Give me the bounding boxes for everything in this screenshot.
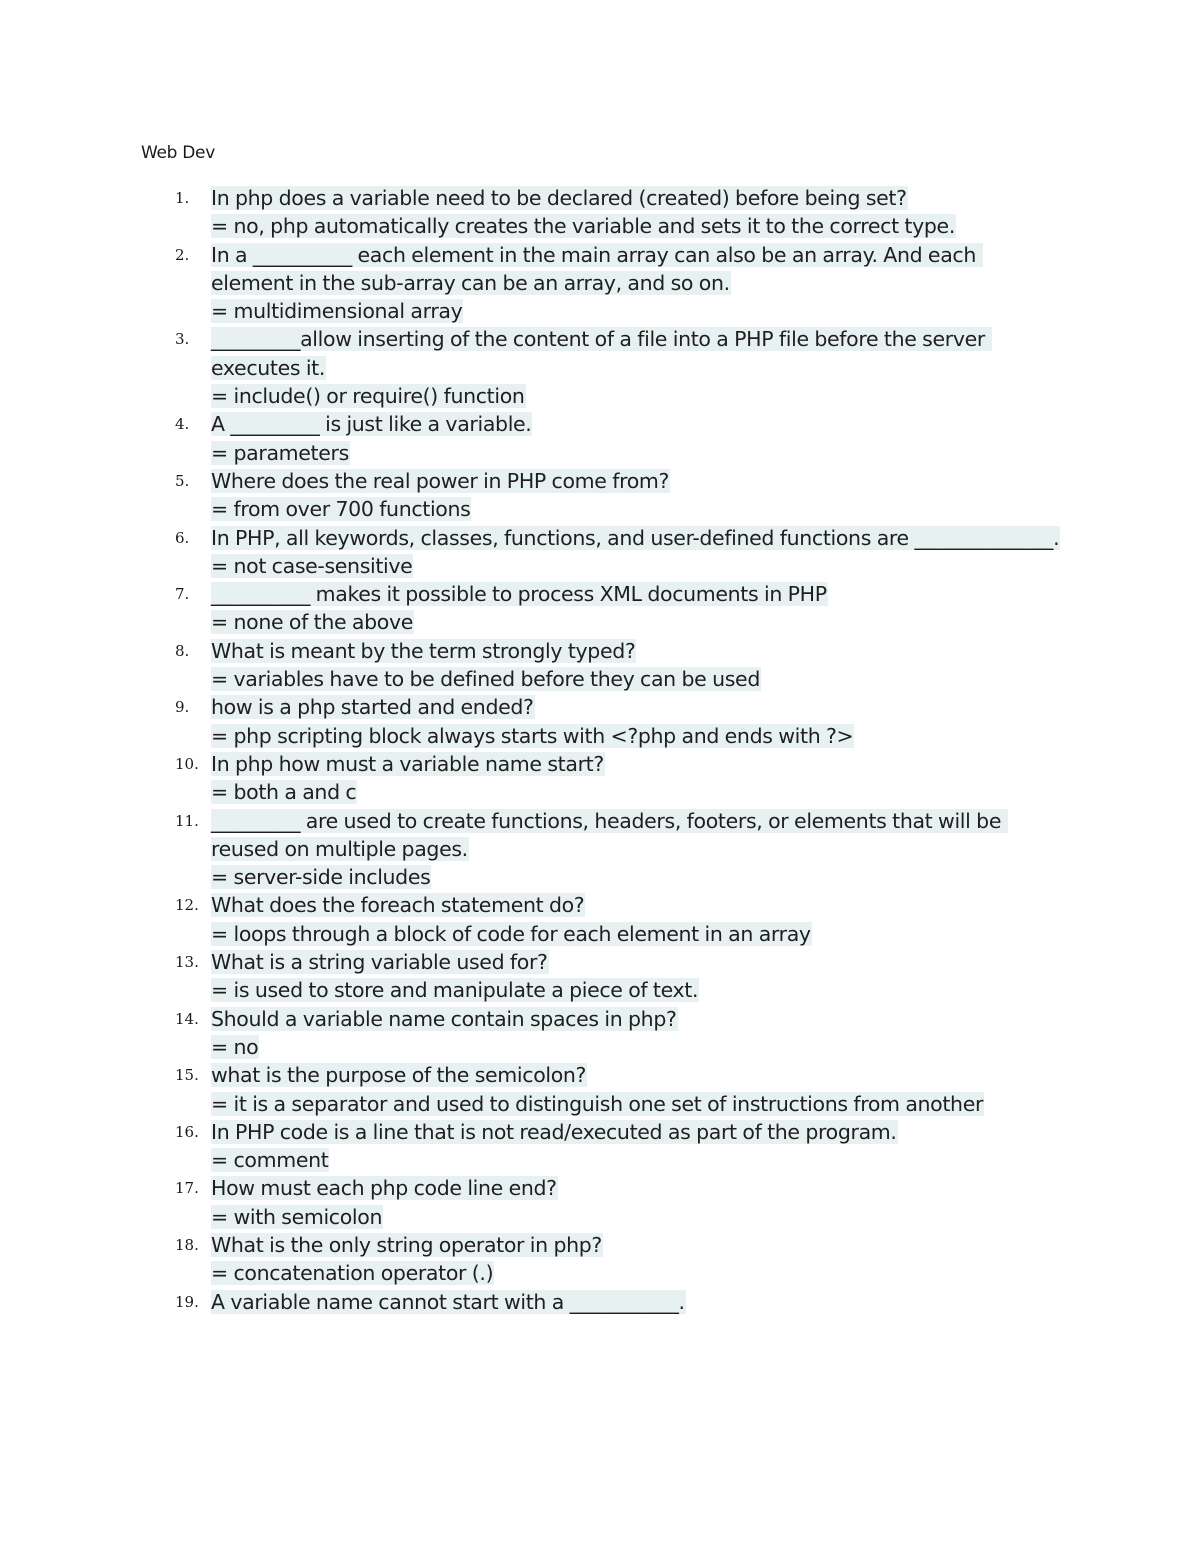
answer-text: = it is a separator and used to distinguish one set of instructions from another [211, 1091, 984, 1116]
question-text: Should a variable name contain spaces in php? [211, 1006, 677, 1031]
document-title: Web Dev [141, 143, 215, 163]
item-number: 15. [175, 1066, 199, 1085]
list-item [0, 1005, 1061, 1062]
item-number: 13. [175, 953, 199, 972]
list-item [0, 1118, 1061, 1175]
question-text: In PHP code is a line that is not read/executed as part of the program. [211, 1119, 897, 1144]
list-item [0, 1288, 1061, 1316]
list-item [0, 325, 1061, 410]
item-number: 3. [175, 330, 190, 349]
list-item [0, 467, 1061, 524]
question-text: what is the purpose of the semicolon? [211, 1063, 587, 1088]
item-number: 10. [175, 754, 199, 773]
item-number: 19. [175, 1292, 199, 1311]
question-text: Where does the real power in PHP come from? [211, 468, 670, 493]
question-text: _________ are used to create functions, headers, footers, or elements that will be reused on multiple pages. [211, 808, 1007, 861]
list-item [0, 241, 1061, 326]
question-text: how is a php started and ended? [211, 695, 534, 720]
list-item [0, 891, 1061, 948]
item-number: 5. [175, 471, 190, 490]
answer-text: = is used to store and manipulate a piece of text. [211, 978, 699, 1003]
answer-text: = from over 700 functions [211, 497, 471, 522]
answer-text: = parameters [211, 440, 349, 465]
question-text: _________allow inserting of the content of a file into a PHP file before the server executes it. [211, 327, 991, 380]
answer-text: = both a and c [211, 780, 357, 805]
list-item [0, 410, 1061, 467]
answer-text: = php scripting block always starts with <?php and ends with ?> [211, 723, 854, 748]
question-text: What does the foreach statement do? [211, 893, 585, 918]
question-text: In php how must a variable name start? [211, 751, 604, 776]
question-text: __________ makes it possible to process XML documents in PHP [211, 582, 827, 607]
item-number: 6. [175, 528, 190, 547]
answer-text: = variables have to be defined before they can be used [211, 667, 760, 692]
question-text: What is a string variable used for? [211, 950, 548, 975]
question-text: What is the only string operator in php? [211, 1232, 602, 1257]
question-text: A variable name cannot start with a ___________. [211, 1289, 685, 1314]
item-number: 4. [175, 415, 190, 434]
item-number: 16. [175, 1122, 199, 1141]
answer-text: = server-side includes [211, 865, 431, 890]
question-text: In PHP, all keywords, classes, functions, and user-defined functions are ______________. [211, 525, 1060, 550]
item-number: 2. [175, 245, 190, 264]
item-number: 14. [175, 1009, 199, 1028]
item-number: 8. [175, 641, 190, 660]
item-number: 7. [175, 585, 190, 604]
list-item [0, 807, 1061, 892]
question-text: What is meant by the term strongly typed? [211, 638, 636, 663]
answer-text: = comment [211, 1148, 329, 1173]
question-text: How must each php code line end? [211, 1176, 557, 1201]
list-item [0, 1061, 1061, 1118]
item-number: 18. [175, 1235, 199, 1254]
question-list [0, 184, 1200, 1316]
question-text: In a __________ each element in the main array can also be an array. And each element in the sub-array can be an array, and so on. [211, 242, 982, 295]
answer-text: = no, php automatically creates the variable and sets it to the correct type. [211, 214, 955, 239]
item-number: 9. [175, 698, 190, 717]
answer-text: = no [211, 1034, 259, 1059]
answer-text: = none of the above [211, 610, 413, 635]
item-number: 17. [175, 1179, 199, 1198]
list-item [0, 580, 1061, 637]
list-item [0, 637, 1061, 694]
answer-text: = not case-sensitive [211, 553, 413, 578]
list-item [0, 1174, 1061, 1231]
item-number: 11. [175, 811, 199, 830]
question-text: In php does a variable need to be declared (created) before being set? [211, 186, 907, 210]
question-text: A _________ is just like a variable. [211, 412, 532, 437]
answer-text: = concatenation operator (.) [211, 1261, 494, 1286]
answer-text: = multidimensional array [211, 299, 463, 324]
answer-text: = with semicolon [211, 1204, 383, 1229]
list-item [0, 524, 1061, 581]
answer-text: = include() or require() function [211, 384, 525, 409]
item-number: 1. [175, 189, 190, 207]
item-number: 12. [175, 896, 199, 915]
list-item [0, 184, 1061, 241]
list-item [0, 750, 1061, 807]
list-item [0, 1231, 1061, 1288]
list-item [0, 693, 1061, 750]
answer-text: = loops through a block of code for each element in an array [211, 921, 811, 946]
list-item [0, 948, 1061, 1005]
